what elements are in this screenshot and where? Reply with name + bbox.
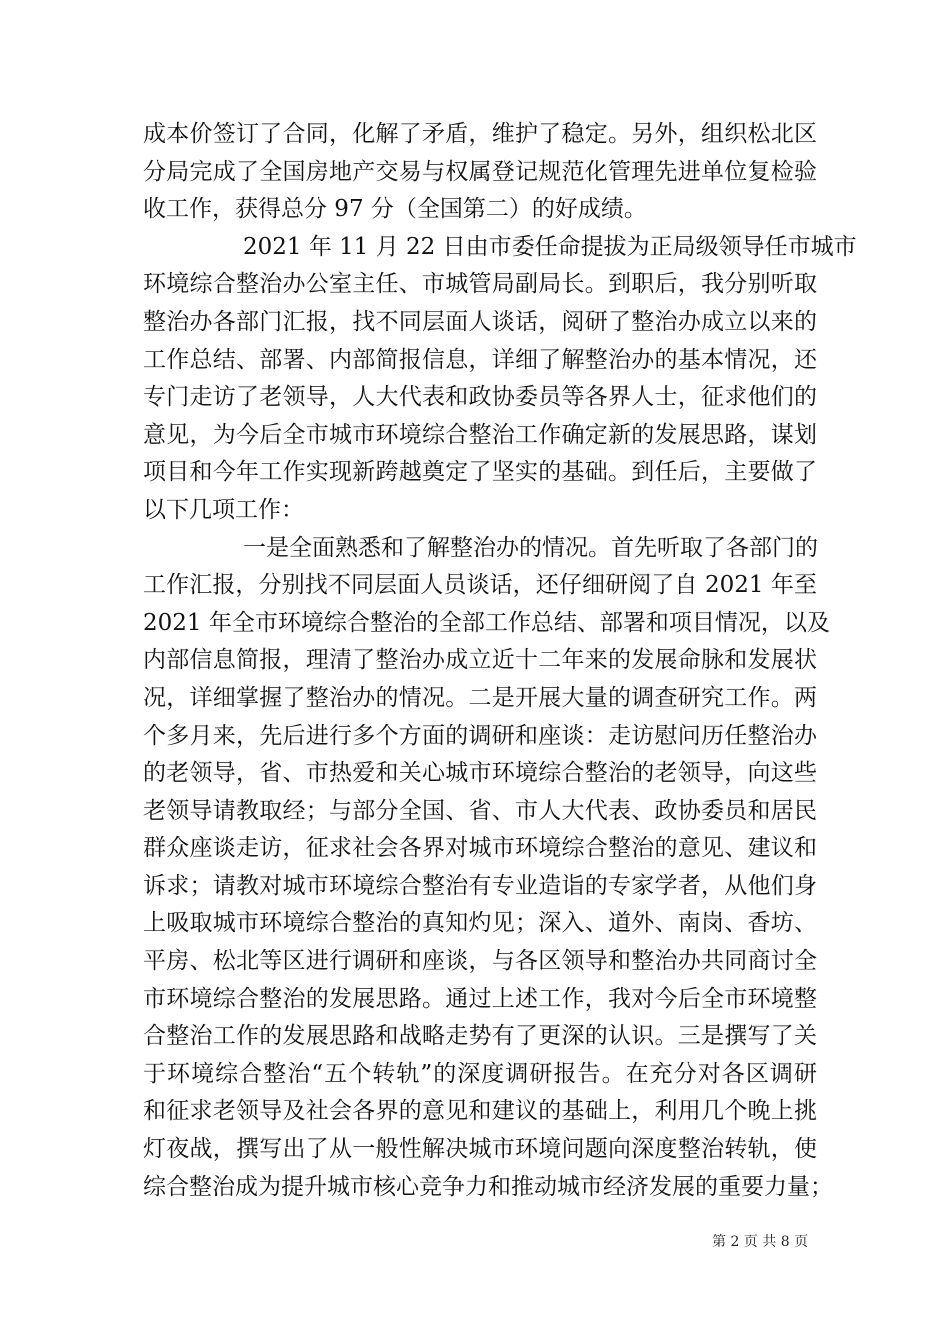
text-line: 环境综合整治办公室主任、市城管局副局长。到职后，我分别听取 xyxy=(143,271,817,298)
text-line: 成本价签订了合同，化解了矛盾，维护了稳定。另外，组织松北区 xyxy=(143,121,817,147)
text-line: 综合整治成为提升城市核心竞争力和推动城市经济发展的重要力量； xyxy=(143,1173,833,1200)
text-line: 合整治工作的发展思路和战略走势有了更深的认识。三是撰写了关 xyxy=(143,1023,817,1050)
text-line: 项目和今年工作实现新跨越奠定了坚实的基础。到任后，主要做了 xyxy=(143,459,817,486)
text-line: 平房、松北等区进行调研和座谈，与各区领导和整治办共同商讨全 xyxy=(143,948,817,975)
text-line: 收工作，获得总分 97 分（全国第二）的好成绩。 xyxy=(143,196,647,223)
text-line: 市环境综合整治的发展思路。通过上述工作，我对今后全市环境整 xyxy=(143,985,817,1012)
paragraph-first-line: 一是全面熟悉和了解整治办的情况。首先听取了各部门的 xyxy=(243,534,818,561)
text-line: 老领导请教取经；与部分全国、省、市人大代表、政协委员和居民 xyxy=(143,797,817,824)
text-line: 分局完成了全国房地产交易与权属登记规范化管理先进单位复检验 xyxy=(143,158,817,185)
text-line: 个多月来，先后进行多个方面的调研和座谈：走访慰问历任整治办 xyxy=(143,722,817,749)
text-line: 诉求；请教对城市环境综合整治有专业造诣的专家学者，从他们身 xyxy=(143,872,817,899)
text-line: 内部信息简报，理清了整治办成立近十二年来的发展命脉和发展状 xyxy=(143,647,817,674)
text-line: 2021 年全市环境综合整治的全部工作总结、部署和项目情况，以及 xyxy=(143,609,830,636)
text-line: 整治办各部门汇报，找不同层面人谈话，阅研了整治办成立以来的 xyxy=(143,308,817,335)
text-line: 于环境综合整治“五个转轨”的深度调研报告。在充分对各区调研 xyxy=(143,1060,817,1087)
text-line: 以下几项工作： xyxy=(143,496,304,523)
text-line: 意见，为今后全市城市环境综合整治工作确定新的发展思路，谋划 xyxy=(143,421,817,448)
text-line: 群众座谈走访，征求社会各界对城市环境综合整治的意见、建议和 xyxy=(143,835,817,862)
text-line: 专门走访了老领导，人大代表和政协委员等各界人士，征求他们的 xyxy=(143,384,817,411)
text-line: 工作汇报，分别找不同层面人员谈话，还仔细研阅了自 2021 年至 xyxy=(143,572,817,599)
paragraph-first-line: 2021 年 11 月 22 日由市委任命提拔为正局级领导任市城市 xyxy=(243,233,857,260)
page-number: 第 2 页 共 8 页 xyxy=(712,1234,809,1250)
text-line: 灯夜战，撰写出了从一般性解决城市环境问题向深度整治转轨，使 xyxy=(143,1136,817,1163)
body-text xyxy=(143,116,857,1206)
text-line: 工作总结、部署、内部简报信息，详细了解整治办的基本情况，还 xyxy=(143,346,817,373)
text-line: 上吸取城市环境综合整治的真知灼见；深入、道外、南岗、香坊、 xyxy=(143,910,817,937)
text-line: 况，详细掌握了整治办的情况。二是开展大量的调查研究工作。两 xyxy=(143,684,817,711)
text-line: 和征求老领导及社会各界的意见和建议的基础上，利用几个晚上挑 xyxy=(143,1098,817,1125)
text-line: 的老领导，省、市热爱和关心城市环境综合整治的老领导，向这些 xyxy=(143,760,817,787)
